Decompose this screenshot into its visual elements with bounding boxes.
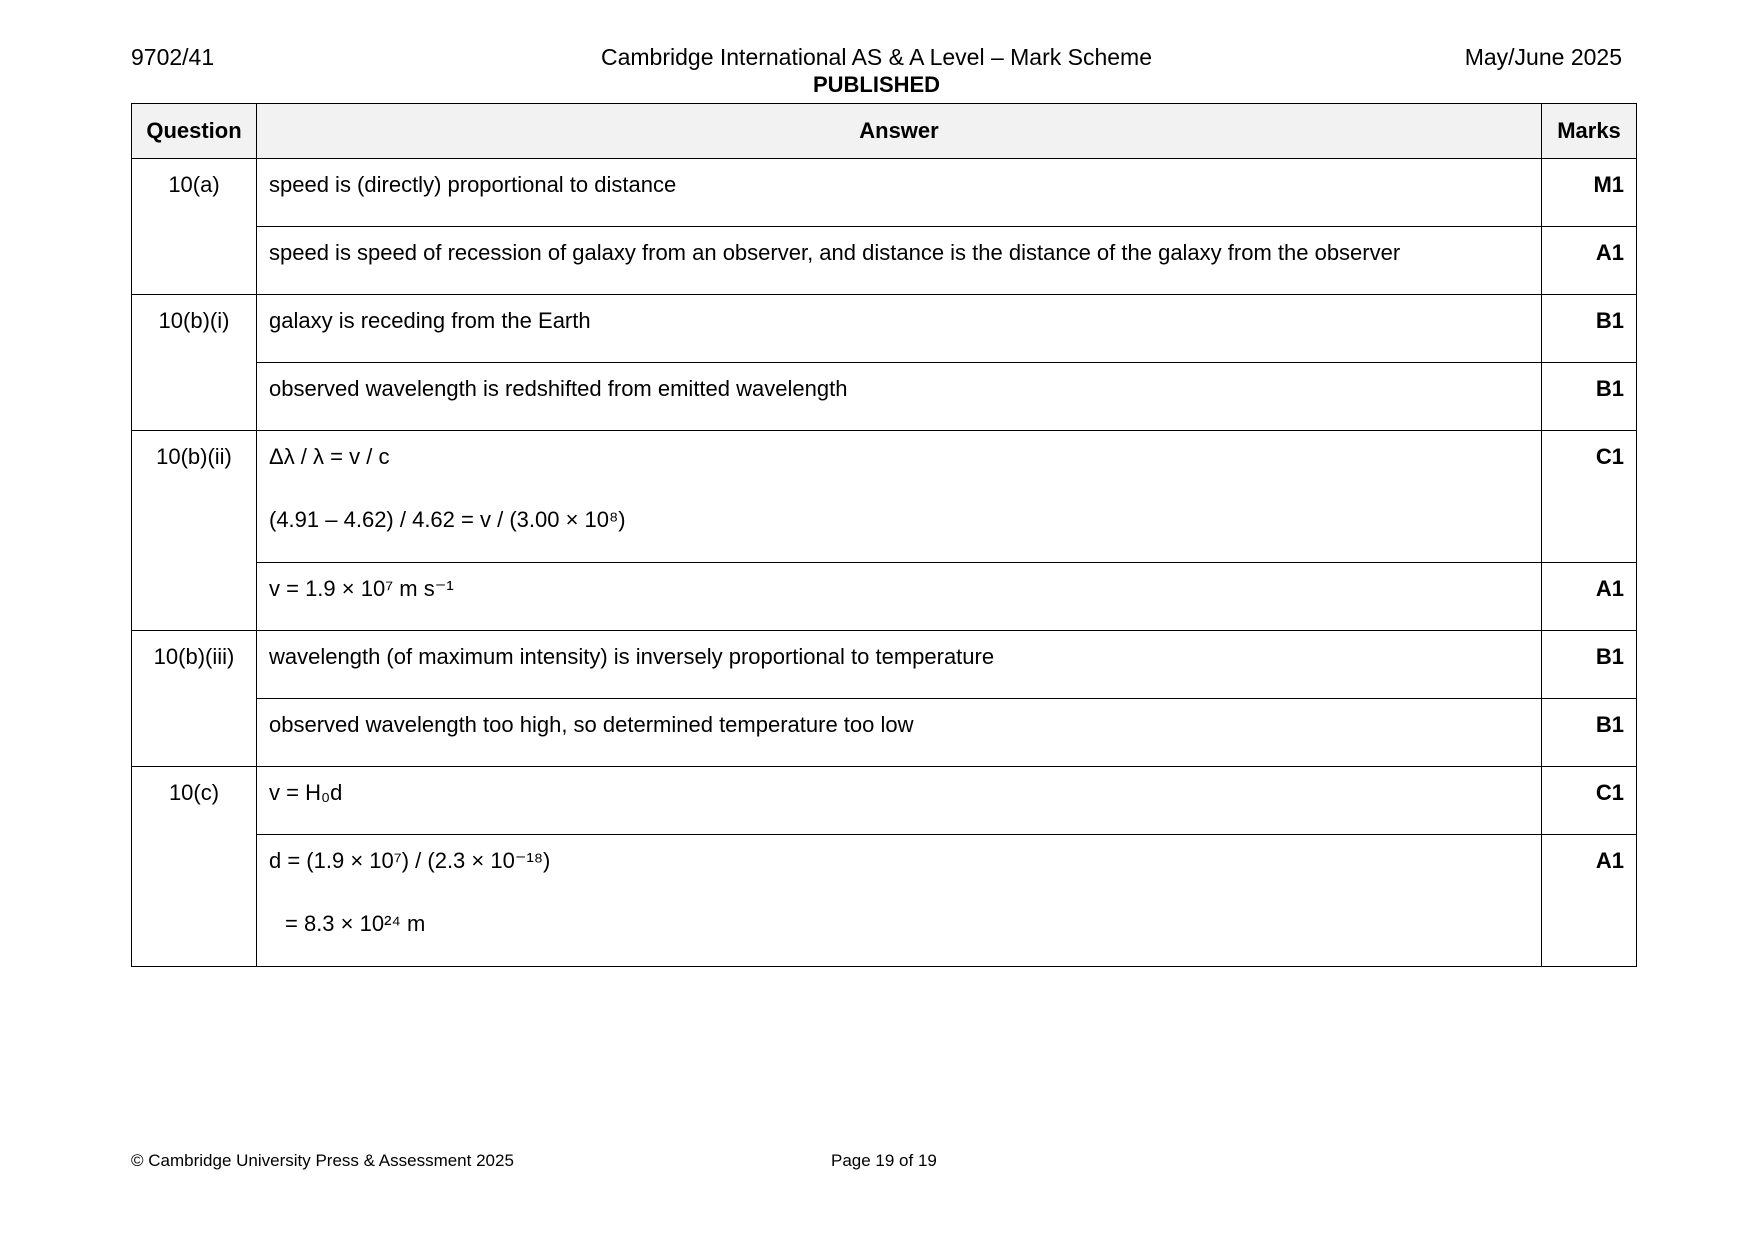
table-header-row: [132, 104, 1637, 159]
document-title-block: [131, 44, 1622, 98]
table-row: [132, 227, 1637, 295]
mark-code: A1: [1542, 835, 1637, 967]
answer-text: speed is (directly) proportional to distance: [257, 159, 1542, 227]
mark-code: A1: [1542, 563, 1637, 631]
table-row: [132, 159, 1637, 227]
answer-column-header: Answer: [257, 104, 1542, 159]
table-row: [132, 363, 1637, 431]
marks-column-header: Marks: [1542, 104, 1637, 159]
page-header: [131, 44, 1622, 98]
document-title: Cambridge International AS & A Level – Mark Scheme: [600, 44, 1153, 70]
answer-text: wavelength (of maximum intensity) is inversely proportional to temperature: [257, 631, 1542, 699]
mark-code: C1: [1542, 431, 1637, 563]
question-number: 10(b)(i): [132, 295, 257, 431]
question-number: 10(a): [132, 159, 257, 295]
table-row: [132, 295, 1637, 363]
table-row: [132, 631, 1637, 699]
equation-line: (4.91 – 4.62) / 4.62 = v / (3.00 × 10⁸): [269, 507, 626, 532]
answer-text: speed is speed of recession of galaxy from an observer, and distance is the distance of the galaxy from the observer: [257, 227, 1542, 295]
equation-line: = 8.3 × 10²⁴ m: [285, 911, 426, 936]
exam-session: May/June 2025: [1464, 44, 1622, 70]
answer-text: galaxy is receding from the Earth: [257, 295, 1542, 363]
mark-code: B1: [1542, 699, 1637, 767]
question-number: 10(b)(iii): [132, 631, 257, 767]
question-column-header: Question: [132, 104, 257, 159]
table-row: [132, 431, 1637, 563]
mark-code: B1: [1542, 295, 1637, 363]
published-label: PUBLISHED: [812, 72, 941, 97]
table-row: [132, 563, 1637, 631]
answer-text: observed wavelength is redshifted from emitted wavelength: [257, 363, 1542, 431]
mark-code: C1: [1542, 767, 1637, 835]
syllabus-code: 9702/41: [131, 44, 215, 70]
table-row: [132, 699, 1637, 767]
mark-code: M1: [1542, 159, 1637, 227]
table-row: [132, 767, 1637, 835]
mark-code: A1: [1542, 227, 1637, 295]
question-number: 10(c): [132, 767, 257, 967]
question-number: 10(b)(ii): [132, 431, 257, 631]
copyright-notice: © Cambridge University Press & Assessment 2025: [131, 1151, 514, 1170]
answer-text: observed wavelength too high, so determined temperature too low: [257, 699, 1542, 767]
answer-text: [257, 431, 1542, 563]
mark-scheme-table: [131, 103, 1637, 967]
answer-text: [257, 835, 1542, 967]
equation-line: v = 1.9 × 10⁷ m s⁻¹: [269, 576, 454, 601]
page-number: Page 19 of 19: [831, 1151, 937, 1170]
table-row: [132, 835, 1637, 967]
mark-code: B1: [1542, 631, 1637, 699]
equation-line: Δλ / λ = v / c: [269, 444, 390, 469]
answer-text: [257, 563, 1542, 631]
equation-line: d = (1.9 × 10⁷) / (2.3 × 10⁻¹⁸): [269, 848, 551, 873]
mark-code: B1: [1542, 363, 1637, 431]
answer-text: [257, 767, 1542, 835]
equation-line: v = H₀d: [269, 780, 343, 805]
